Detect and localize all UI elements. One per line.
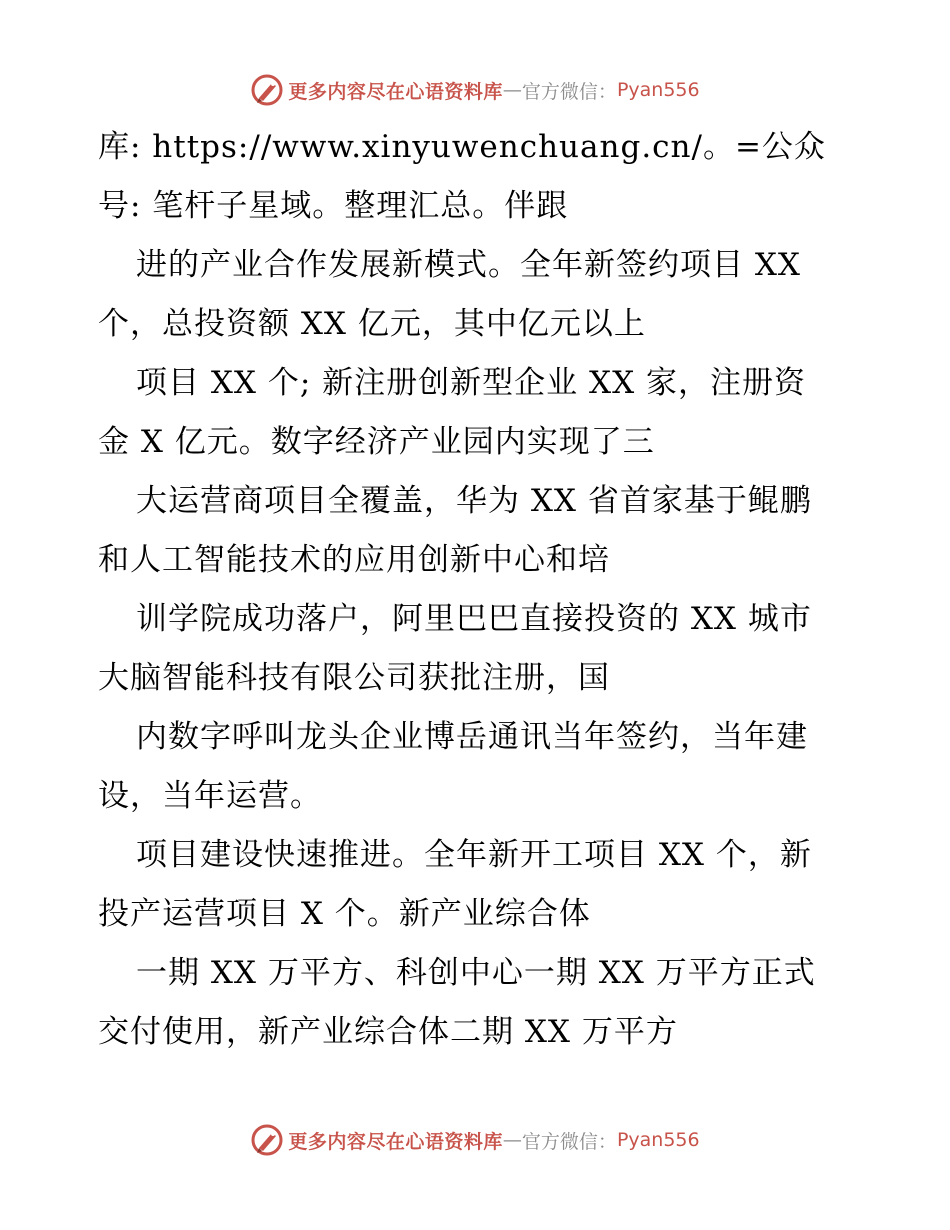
header-watermark <box>0 70 950 110</box>
text-line: 大脑智能科技有限公司获批注册，国 <box>98 660 610 696</box>
pen-logo-icon <box>250 1123 284 1157</box>
text-line: 个，总投资额 XX 亿元，其中亿元以上 <box>98 306 646 342</box>
watermark-brand-text: 更多内容尽在心语资料库 <box>288 80 503 103</box>
watermark-wechat-id: Pyan556 <box>616 1129 700 1151</box>
text-line: 交付使用，新产业综合体二期 XX 万平方 <box>98 1014 678 1050</box>
text-line: 库: https://www.xinyuwenchuang.cn/。=公众 <box>98 129 826 165</box>
watermark-wechat-id: Pyan556 <box>616 79 700 101</box>
text-line: 进的产业合作发展新模式。全年新签约项目 XX <box>136 247 801 283</box>
text-line: 投产运营项目 X 个。新产业综合体 <box>98 896 591 932</box>
text-line: 项目 XX 个; 新注册创新型企业 XX 家，注册资 <box>136 365 806 401</box>
document-body <box>98 118 878 1062</box>
text-line: 内数字呼叫龙头企业博岳通讯当年签约，当年建 <box>136 719 808 755</box>
watermark-separator: — <box>502 79 522 101</box>
text-line: 训学院成功落户，阿里巴巴直接投资的 XX 城市 <box>136 601 812 637</box>
pen-logo-icon <box>250 73 284 107</box>
text-line: 金 X 亿元。数字经济产业园内实现了三 <box>98 424 655 460</box>
text-line: 一期 XX 万平方、科创中心一期 XX 万平方正式 <box>136 955 816 991</box>
watermark-wechat-label: 官方微信： <box>521 1130 617 1153</box>
text-line: 设，当年运营。 <box>98 778 322 814</box>
footer-watermark <box>0 1120 950 1160</box>
watermark-separator: — <box>502 1129 522 1151</box>
text-line: 号: 笔杆子星域。整理汇总。伴跟 <box>98 188 569 224</box>
text-line: 项目建设快速推进。全年新开工项目 XX 个，新 <box>136 837 812 873</box>
watermark-brand-text: 更多内容尽在心语资料库 <box>288 1130 503 1153</box>
text-line: 和人工智能技术的应用创新中心和培 <box>98 542 610 578</box>
text-line: 大运营商项目全覆盖，华为 XX 省首家基于鲲鹏 <box>136 483 812 519</box>
watermark-wechat-label: 官方微信： <box>521 80 617 103</box>
